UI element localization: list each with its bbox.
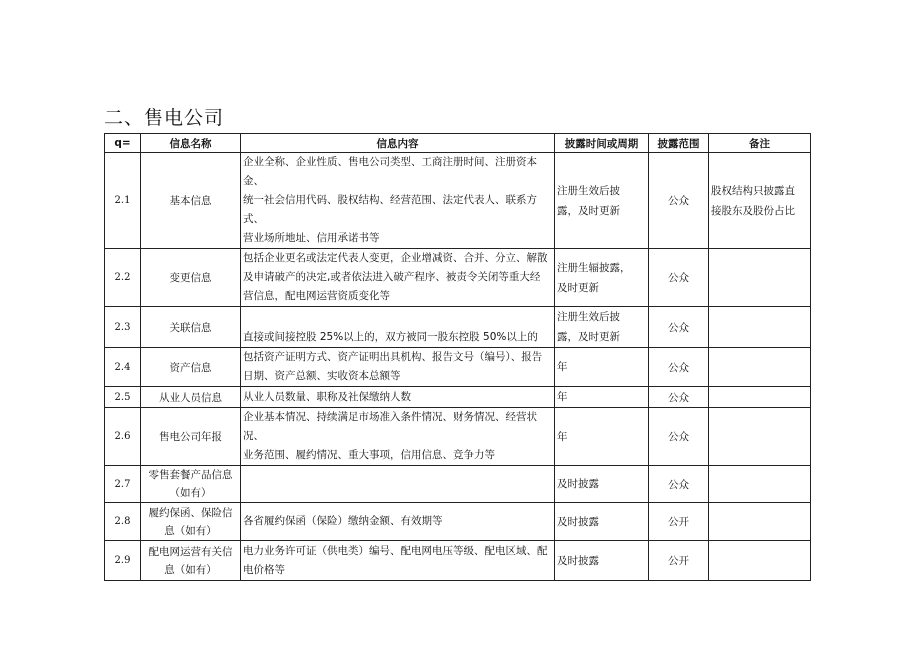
row-time: 注册生效后披 露，及时更新 bbox=[555, 307, 649, 348]
row-note: 股权结构只披露直 接股东及股份占比 bbox=[709, 153, 811, 249]
header-name: 信息名称 bbox=[141, 134, 241, 153]
row-time: 注册生辐披露， 及时更新 bbox=[555, 249, 649, 307]
table-row bbox=[105, 307, 811, 348]
row-time: 注册生效后披 露，及时更新 bbox=[555, 153, 649, 249]
row-name: 资产信息 bbox=[141, 348, 241, 387]
row-name: 变更信息 bbox=[141, 249, 241, 307]
row-number: 2.1 bbox=[105, 153, 141, 249]
table-row bbox=[105, 503, 811, 541]
row-name: 从业人员信息 bbox=[141, 387, 241, 408]
table-row bbox=[105, 466, 811, 503]
table-row bbox=[105, 408, 811, 466]
row-content bbox=[241, 466, 555, 503]
row-time: 及时披露 bbox=[555, 541, 649, 581]
header-scope: 披露范围 bbox=[649, 134, 709, 153]
row-number: 2.3 bbox=[105, 307, 141, 348]
table-row bbox=[105, 348, 811, 387]
row-scope: 公众 bbox=[649, 307, 709, 348]
row-content: 包括资产证明方式、资产证明出具机构、报告文号（编号）、报告 日期、资产总额、实收资本总额等 bbox=[241, 348, 555, 387]
header-content: 信息内容 bbox=[241, 134, 555, 153]
row-scope: 公众 bbox=[649, 153, 709, 249]
row-name: 关联信息 bbox=[141, 307, 241, 348]
header-note: 备注 bbox=[709, 134, 811, 153]
row-note bbox=[709, 408, 811, 466]
row-scope: 公众 bbox=[649, 249, 709, 307]
row-number: 2.2 bbox=[105, 249, 141, 307]
row-time: 年 bbox=[555, 387, 649, 408]
row-note bbox=[709, 387, 811, 408]
disclosure-table bbox=[104, 133, 811, 581]
row-time: 年 bbox=[555, 408, 649, 466]
row-number: 2.5 bbox=[105, 387, 141, 408]
row-content: 企业基本情况、持续满足市场准入条件情况、财务情况、经营状况、 业务范围、履约情况、重大事项，信用信息、竞争力等 bbox=[241, 408, 555, 466]
row-number: 2.9 bbox=[105, 541, 141, 581]
row-scope: 公开 bbox=[649, 541, 709, 581]
row-content: 各省履约保函（保险）缴纳金额、有效期等 bbox=[241, 503, 555, 541]
row-content: 直接或间接控股 25%以上的，双方被同一股东控股 50%以上的 bbox=[241, 307, 555, 348]
row-time: 及时披露 bbox=[555, 503, 649, 541]
row-note bbox=[709, 249, 811, 307]
row-name: 零售套餐产品信息 （如有） bbox=[141, 466, 241, 503]
row-note bbox=[709, 307, 811, 348]
row-name: 售电公司年报 bbox=[141, 408, 241, 466]
header-time: 披露时间或周期 bbox=[555, 134, 649, 153]
row-content: 包括企业更名或法定代表人变更，企业增减资、合并、分立、解散 及申请破产的决定,或者依法进入破产程序、被责令关闭等重大经 营信息，配电网运营资质变化等 bbox=[241, 249, 555, 307]
row-content: 电力业务许可证（供电类）编号、配电网电压等级、配电区域、配 电价格等 bbox=[241, 541, 555, 581]
row-content: 从业人员数量、职称及社保缴纳人数 bbox=[241, 387, 555, 408]
header-row bbox=[105, 134, 811, 153]
row-name: 配电网运营有关信 息（如有） bbox=[141, 541, 241, 581]
row-scope: 公众 bbox=[649, 348, 709, 387]
section-title: 二、售电公司 bbox=[104, 107, 225, 129]
row-number: 2.6 bbox=[105, 408, 141, 466]
table-row bbox=[105, 153, 811, 249]
row-name: 基本信息 bbox=[141, 153, 241, 249]
row-note bbox=[709, 503, 811, 541]
header-num: q= bbox=[105, 134, 141, 153]
row-scope: 公众 bbox=[649, 466, 709, 503]
table-row bbox=[105, 387, 811, 408]
row-number: 2.4 bbox=[105, 348, 141, 387]
table-row bbox=[105, 541, 811, 581]
table-row bbox=[105, 249, 811, 307]
row-time: 年 bbox=[555, 348, 649, 387]
row-number: 2.7 bbox=[105, 466, 141, 503]
row-number: 2.8 bbox=[105, 503, 141, 541]
row-note bbox=[709, 348, 811, 387]
row-scope: 公众 bbox=[649, 387, 709, 408]
row-time: 及时披露 bbox=[555, 466, 649, 503]
row-name: 履约保函、保险信 息（如有） bbox=[141, 503, 241, 541]
row-note bbox=[709, 541, 811, 581]
row-content: 企业全称、企业性质、售电公司类型、工商注册时间、注册资本金、 统一社会信用代码、股权结构、经营范围、法定代表人、联系方式、 营业场所地址、信用承诺书等 bbox=[241, 153, 555, 249]
row-scope: 公众 bbox=[649, 408, 709, 466]
row-note bbox=[709, 466, 811, 503]
row-scope: 公开 bbox=[649, 503, 709, 541]
